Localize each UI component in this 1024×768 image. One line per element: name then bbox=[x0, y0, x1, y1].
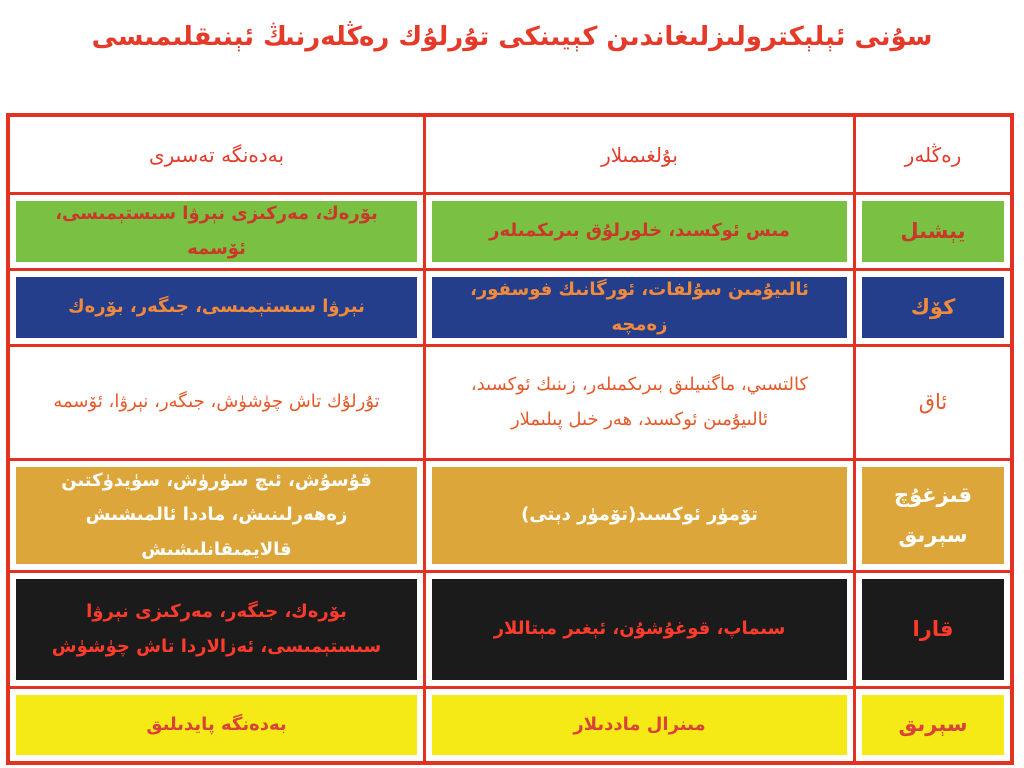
table-row-green-elements: مىس ئوكسىد، خلورلۇق بىرىكمىلەر bbox=[426, 195, 856, 271]
table-row-blue-elements: ئالىيۇمىن سۇلفات، ئورگانىك فوسفور، زەمچە bbox=[426, 271, 856, 347]
table-row-white-effect: تۇرلۇك تاش چۈشۈش، جىگەر، نېرۋا، ئۆسمە bbox=[10, 347, 426, 461]
table-row-orange-effect: قۇسۇش، ئىچ سۈرۈش، سۈيدۈكتىن زەھەرلىنىش، ماددا ئالمىشىش قالايمىقانلىشىش bbox=[10, 461, 426, 573]
table-row-blue-effect: نېرۋا سىستېمىسى، جىگەر، بۆرەك bbox=[10, 271, 426, 347]
header-color: رەڭلەر bbox=[856, 117, 1010, 195]
contaminant-table bbox=[6, 113, 1014, 765]
table-row-yellow-elements: مىنرال ماددىلار bbox=[426, 689, 856, 761]
header-effect: بەدەنگە تەسىرى bbox=[10, 117, 426, 195]
table-row-black-effect: بۆرەك، جىگەر، مەركىزى نېرۋا سىستېمىسى، ئەزالاردا تاش چۈشۈش bbox=[10, 573, 426, 689]
table-row-green-effect: بۆرەك، مەركىزى نېرۋا سىستېمىسى، ئۆسمە bbox=[10, 195, 426, 271]
table-row-green-color: يېشىل bbox=[856, 195, 1010, 271]
table-row-blue-color: كۆك bbox=[856, 271, 1010, 347]
table-row-orange-elements: تۆمۈر ئوكسىد(تۆمۈر دېتى) bbox=[426, 461, 856, 573]
page-title: سۇنى ئېلېكترولىزلىغاندىن كېيىنكى تۇرلۇك رەڭلەرنىڭ ئېنىقلىمىسى bbox=[91, 22, 933, 52]
header-elements: بۇلغىمىلار bbox=[426, 117, 856, 195]
table-row-black-elements: سىماپ، قوغۇشۇن، ئېغىر مېتاللار bbox=[426, 573, 856, 689]
table-row-white-color: ئاق bbox=[856, 347, 1010, 461]
table-row-orange-color: قىزغۇچ سېرىق bbox=[856, 461, 1010, 573]
table-row-yellow-color: سېرىق bbox=[856, 689, 1010, 761]
table-row-white-elements: كالتسىي، ماگنىيلىق بىرىكمىلەر، زىنىك ئوكسىد، ئالىيۇمىن ئوكسىد، ھەر خىل پىلىملار bbox=[426, 347, 856, 461]
table-row-black-color: قارا bbox=[856, 573, 1010, 689]
table-row-yellow-effect: بەدەنگە پايدىلىق bbox=[10, 689, 426, 761]
